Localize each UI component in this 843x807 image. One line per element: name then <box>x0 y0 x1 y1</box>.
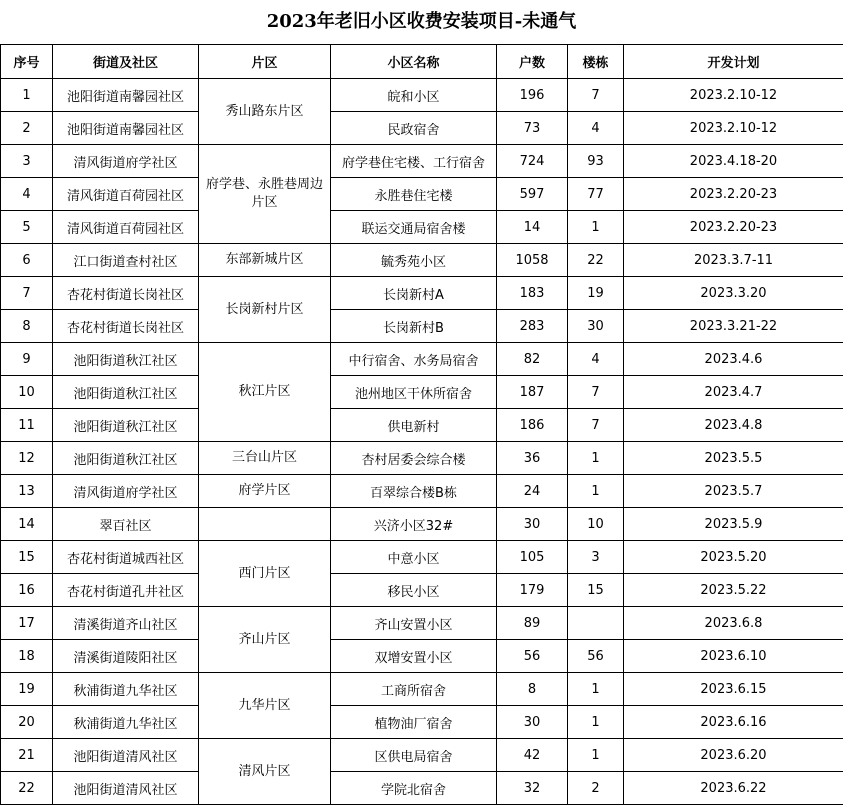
header-buildings: 楼栋 <box>568 45 624 79</box>
cell-households: 42 <box>497 739 568 772</box>
cell-buildings: 4 <box>568 112 624 145</box>
cell-households: 73 <box>497 112 568 145</box>
cell-no: 5 <box>1 211 53 244</box>
cell-households: 597 <box>497 178 568 211</box>
cell-households: 724 <box>497 145 568 178</box>
cell-households: 30 <box>497 706 568 739</box>
cell-name: 双增安置小区 <box>331 640 497 673</box>
cell-no: 20 <box>1 706 53 739</box>
cell-name: 民政宿舍 <box>331 112 497 145</box>
table-row <box>1 376 843 409</box>
table-row <box>1 706 843 739</box>
page-title: 2023年老旧小区收费安装项目-未通气 <box>266 11 577 32</box>
cell-name: 联运交通局宿舍楼 <box>331 211 497 244</box>
cell-community: 清溪街道齐山社区 <box>53 607 199 640</box>
cell-plan: 2023.6.10 <box>624 640 843 673</box>
cell-community: 杏花村街道长岗社区 <box>53 277 199 310</box>
cell-buildings: 1 <box>568 739 624 772</box>
cell-households: 32 <box>497 772 568 805</box>
cell-name: 皖和小区 <box>331 79 497 112</box>
table-row <box>1 541 843 574</box>
cell-area: 东部新城片区 <box>199 244 331 277</box>
cell-name: 杏村居委会综合楼 <box>331 442 497 475</box>
cell-name: 移民小区 <box>331 574 497 607</box>
cell-no: 19 <box>1 673 53 706</box>
cell-no: 11 <box>1 409 53 442</box>
cell-plan: 2023.3.21-22 <box>624 310 843 343</box>
cell-plan: 2023.2.10-12 <box>624 79 843 112</box>
cell-buildings: 1 <box>568 673 624 706</box>
cell-plan: 2023.5.20 <box>624 541 843 574</box>
cell-area: 府学片区 <box>199 475 331 508</box>
cell-no: 21 <box>1 739 53 772</box>
cell-buildings: 1 <box>568 211 624 244</box>
table-row <box>1 772 843 805</box>
cell-plan: 2023.4.7 <box>624 376 843 409</box>
cell-plan: 2023.4.6 <box>624 343 843 376</box>
cell-plan: 2023.6.16 <box>624 706 843 739</box>
cell-no: 8 <box>1 310 53 343</box>
cell-plan: 2023.6.20 <box>624 739 843 772</box>
cell-community: 池阳街道南馨园社区 <box>53 112 199 145</box>
cell-community: 清风街道府学社区 <box>53 475 199 508</box>
table-row <box>1 211 843 244</box>
cell-buildings: 10 <box>568 508 624 541</box>
cell-community: 杏花村街道孔井社区 <box>53 574 199 607</box>
cell-no: 17 <box>1 607 53 640</box>
cell-plan: 2023.6.15 <box>624 673 843 706</box>
cell-name: 百翠综合楼B栋 <box>331 475 497 508</box>
cell-households: 8 <box>497 673 568 706</box>
cell-households: 187 <box>497 376 568 409</box>
table-row <box>1 178 843 211</box>
cell-area <box>199 508 331 541</box>
cell-no: 2 <box>1 112 53 145</box>
cell-households: 14 <box>497 211 568 244</box>
cell-no: 16 <box>1 574 53 607</box>
cell-plan: 2023.5.7 <box>624 475 843 508</box>
cell-community: 池阳街道南馨园社区 <box>53 79 199 112</box>
table-row <box>1 343 843 376</box>
cell-community: 池阳街道秋江社区 <box>53 343 199 376</box>
cell-buildings: 7 <box>568 79 624 112</box>
table-row <box>1 574 843 607</box>
table-row <box>1 112 843 145</box>
cell-plan: 2023.4.18-20 <box>624 145 843 178</box>
cell-households: 186 <box>497 409 568 442</box>
cell-plan: 2023.5.5 <box>624 442 843 475</box>
cell-no: 15 <box>1 541 53 574</box>
cell-name: 长岗新村B <box>331 310 497 343</box>
cell-community: 池阳街道秋江社区 <box>53 442 199 475</box>
cell-buildings: 1 <box>568 442 624 475</box>
cell-buildings: 22 <box>568 244 624 277</box>
cell-no: 9 <box>1 343 53 376</box>
cell-name: 工商所宿舍 <box>331 673 497 706</box>
cell-households: 56 <box>497 640 568 673</box>
cell-households: 1058 <box>497 244 568 277</box>
table-row <box>1 409 843 442</box>
cell-no: 10 <box>1 376 53 409</box>
project-table <box>0 44 843 805</box>
cell-no: 13 <box>1 475 53 508</box>
cell-households: 183 <box>497 277 568 310</box>
cell-community: 池阳街道清风社区 <box>53 739 199 772</box>
cell-plan: 2023.6.8 <box>624 607 843 640</box>
header-community: 街道及社区 <box>53 45 199 79</box>
cell-no: 3 <box>1 145 53 178</box>
cell-households: 30 <box>497 508 568 541</box>
cell-name: 学院北宿舍 <box>331 772 497 805</box>
cell-name: 齐山安置小区 <box>331 607 497 640</box>
table-row <box>1 310 843 343</box>
cell-name: 区供电局宿舍 <box>331 739 497 772</box>
cell-buildings: 2 <box>568 772 624 805</box>
cell-plan: 2023.6.22 <box>624 772 843 805</box>
cell-no: 7 <box>1 277 53 310</box>
table-row <box>1 244 843 277</box>
cell-households: 196 <box>497 79 568 112</box>
cell-community: 翠百社区 <box>53 508 199 541</box>
table-row <box>1 79 843 112</box>
table-row <box>1 277 843 310</box>
cell-households: 105 <box>497 541 568 574</box>
cell-households: 283 <box>497 310 568 343</box>
cell-community: 江口街道查村社区 <box>53 244 199 277</box>
table-row <box>1 739 843 772</box>
cell-buildings: 19 <box>568 277 624 310</box>
table-row <box>1 673 843 706</box>
cell-area: 秀山路东片区 <box>199 79 331 145</box>
cell-buildings: 7 <box>568 409 624 442</box>
cell-plan: 2023.2.20-23 <box>624 178 843 211</box>
cell-name: 毓秀苑小区 <box>331 244 497 277</box>
cell-households: 24 <box>497 475 568 508</box>
cell-plan: 2023.5.9 <box>624 508 843 541</box>
cell-plan: 2023.3.20 <box>624 277 843 310</box>
cell-name: 中意小区 <box>331 541 497 574</box>
cell-no: 4 <box>1 178 53 211</box>
cell-name: 兴济小区32# <box>331 508 497 541</box>
cell-buildings: 1 <box>568 706 624 739</box>
cell-community: 杏花村街道城西社区 <box>53 541 199 574</box>
cell-buildings: 1 <box>568 475 624 508</box>
cell-name: 中行宿舍、水务局宿舍 <box>331 343 497 376</box>
header-row <box>1 45 843 79</box>
cell-plan: 2023.2.10-12 <box>624 112 843 145</box>
cell-area: 九华片区 <box>199 673 331 739</box>
cell-buildings: 3 <box>568 541 624 574</box>
cell-no: 14 <box>1 508 53 541</box>
cell-community: 秋浦街道九华社区 <box>53 673 199 706</box>
cell-area: 西门片区 <box>199 541 331 607</box>
table-row <box>1 145 843 178</box>
cell-name: 池州地区干休所宿舍 <box>331 376 497 409</box>
header-plan: 开发计划 <box>624 45 843 79</box>
cell-area: 府学巷、永胜巷周边片区 <box>199 145 331 244</box>
header-area: 片区 <box>199 45 331 79</box>
cell-buildings: 77 <box>568 178 624 211</box>
cell-buildings: 15 <box>568 574 624 607</box>
cell-area: 秋江片区 <box>199 343 331 442</box>
cell-plan: 2023.3.7-11 <box>624 244 843 277</box>
cell-community: 清溪街道陵阳社区 <box>53 640 199 673</box>
table-row <box>1 640 843 673</box>
cell-buildings: 4 <box>568 343 624 376</box>
cell-no: 6 <box>1 244 53 277</box>
cell-community: 秋浦街道九华社区 <box>53 706 199 739</box>
cell-plan: 2023.2.20-23 <box>624 211 843 244</box>
cell-name: 永胜巷住宅楼 <box>331 178 497 211</box>
cell-name: 府学巷住宅楼、工行宿舍 <box>331 145 497 178</box>
cell-buildings: 7 <box>568 376 624 409</box>
table-row <box>1 607 843 640</box>
cell-households: 179 <box>497 574 568 607</box>
cell-buildings: 56 <box>568 640 624 673</box>
cell-community: 清风街道府学社区 <box>53 145 199 178</box>
header-households: 户数 <box>497 45 568 79</box>
cell-name: 长岗新村A <box>331 277 497 310</box>
cell-area: 长岗新村片区 <box>199 277 331 343</box>
cell-community: 池阳街道清风社区 <box>53 772 199 805</box>
cell-no: 1 <box>1 79 53 112</box>
cell-area: 三台山片区 <box>199 442 331 475</box>
cell-plan: 2023.5.22 <box>624 574 843 607</box>
cell-area: 清风片区 <box>199 739 331 805</box>
cell-community: 清风街道百荷园社区 <box>53 211 199 244</box>
cell-community: 杏花村街道长岗社区 <box>53 310 199 343</box>
cell-name: 供电新村 <box>331 409 497 442</box>
cell-no: 18 <box>1 640 53 673</box>
cell-households: 36 <box>497 442 568 475</box>
cell-area: 齐山片区 <box>199 607 331 673</box>
cell-buildings <box>568 607 624 640</box>
cell-community: 池阳街道秋江社区 <box>53 376 199 409</box>
cell-households: 89 <box>497 607 568 640</box>
cell-no: 22 <box>1 772 53 805</box>
cell-buildings: 93 <box>568 145 624 178</box>
cell-no: 12 <box>1 442 53 475</box>
cell-community: 清风街道百荷园社区 <box>53 178 199 211</box>
cell-community: 池阳街道秋江社区 <box>53 409 199 442</box>
cell-buildings: 30 <box>568 310 624 343</box>
table-row <box>1 508 843 541</box>
cell-name: 植物油厂宿舍 <box>331 706 497 739</box>
cell-households: 82 <box>497 343 568 376</box>
header-name: 小区名称 <box>331 45 497 79</box>
cell-plan: 2023.4.8 <box>624 409 843 442</box>
table-row <box>1 442 843 475</box>
table-row <box>1 475 843 508</box>
header-no: 序号 <box>1 45 53 79</box>
